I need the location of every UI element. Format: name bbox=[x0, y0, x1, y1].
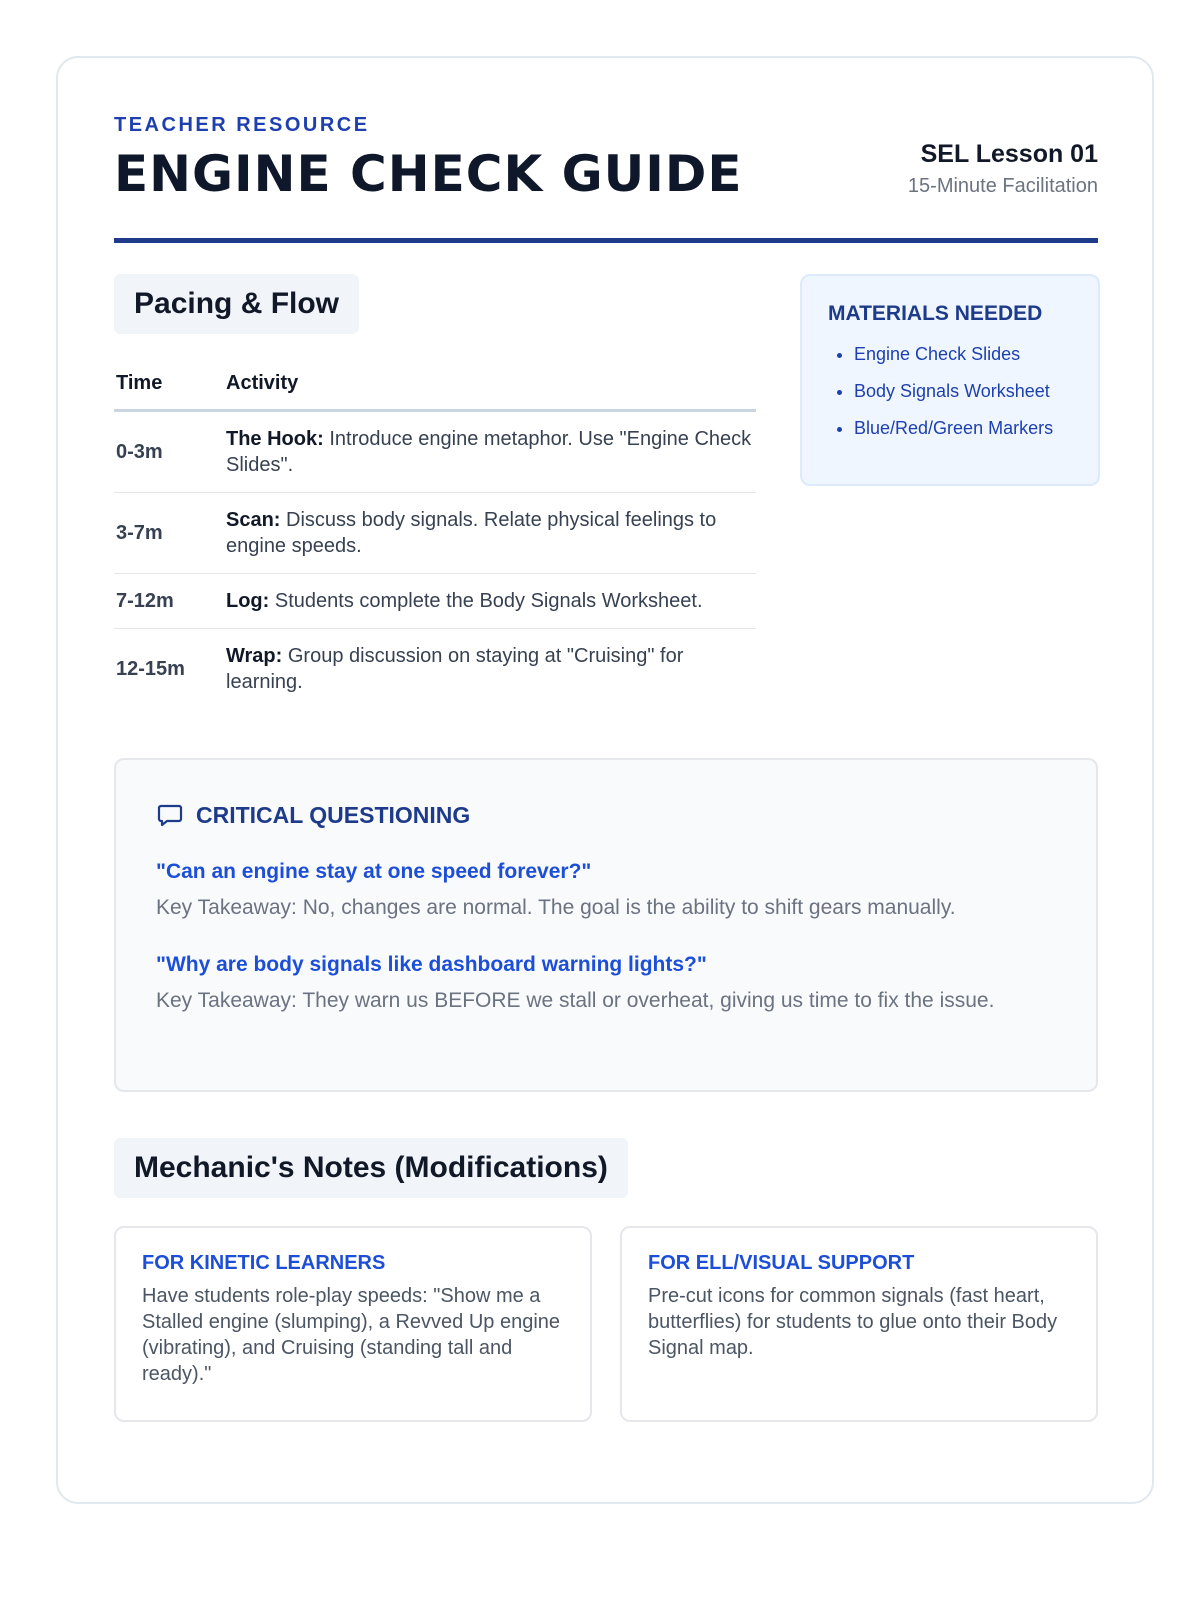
question-text: "Why are body signals like dashboard warning lights?" bbox=[156, 953, 707, 976]
row-time: 7-12m bbox=[114, 574, 224, 629]
list-item: • Blue/Red/Green Markers bbox=[854, 418, 1072, 439]
materials-box bbox=[800, 274, 1100, 486]
note-body: Have students role-play speeds: "Show me a Stalled engine (slumping), a Revved Up engine (vibrating), and Cruising (standing tall and ready)." bbox=[142, 1285, 561, 1385]
guide-content bbox=[114, 114, 1098, 1385]
note-title: FOR KINETIC LEARNERS bbox=[142, 1252, 386, 1274]
pacing-heading: Pacing & Flow bbox=[114, 274, 359, 334]
note-body: Pre-cut icons for common signals (fast heart, butterflies) for students to glue onto their Body Signal map. bbox=[648, 1285, 1058, 1359]
column-header-time: Time bbox=[114, 362, 224, 411]
activity-text: Introduce engine metaphor. Use "Engine Check Slides". bbox=[226, 428, 752, 476]
lesson-subtitle: 15-Minute Facilitation bbox=[907, 175, 1098, 197]
critical-heading: CRITICAL QUESTIONING bbox=[196, 801, 471, 828]
table-row bbox=[114, 629, 756, 710]
page-header bbox=[114, 114, 1098, 243]
column-header-activity: Activity bbox=[224, 362, 756, 411]
note-title: FOR ELL/VISUAL SUPPORT bbox=[648, 1252, 915, 1274]
notes-section bbox=[114, 1138, 1098, 1422]
table-row bbox=[114, 411, 756, 493]
activity-text: Group discussion on staying at "Cruising" for learning. bbox=[226, 645, 684, 693]
activity-text: Students complete the Body Signals Worksheet. bbox=[269, 590, 703, 612]
list-item: • Engine Check Slides bbox=[854, 344, 1072, 365]
activity-label: Log: bbox=[226, 590, 270, 612]
notes-heading: Mechanic's Notes (Modifications) bbox=[114, 1138, 628, 1198]
activity-text: Discuss body signals. Relate physical feelings to engine speeds. bbox=[226, 509, 717, 557]
activity-label: The Hook: bbox=[226, 428, 324, 450]
page-title: ENGINE CHECK GUIDE bbox=[114, 145, 743, 203]
row-activity bbox=[224, 574, 756, 629]
takeaway-text: Key Takeaway: No, changes are normal. The goal is the ability to shift gears manually. bbox=[156, 896, 956, 919]
list-item: • Body Signals Worksheet bbox=[854, 381, 1072, 402]
activity-label: Wrap: bbox=[226, 645, 283, 667]
lesson-title: SEL Lesson 01 bbox=[920, 140, 1098, 168]
row-activity bbox=[224, 493, 756, 574]
notes-grid bbox=[114, 1226, 1098, 1422]
activity-label: Scan: bbox=[226, 509, 281, 531]
materials-list bbox=[828, 344, 1072, 439]
row-time: 0-3m bbox=[114, 411, 224, 493]
note-card-kinetic bbox=[114, 1226, 592, 1422]
row-time: 12-15m bbox=[116, 658, 185, 680]
table-row bbox=[114, 574, 756, 629]
guide-card bbox=[56, 56, 1154, 1504]
note-card-ell bbox=[620, 1226, 1098, 1422]
table-header-row bbox=[114, 362, 756, 411]
question-text: "Can an engine stay at one speed forever?" bbox=[156, 860, 592, 883]
takeaway-text: Key Takeaway: They warn us BEFORE we stall or overheat, giving us time to fix the issue. bbox=[156, 989, 995, 1012]
critical-heading-row bbox=[156, 800, 1056, 830]
row-time: 3-7m bbox=[114, 493, 224, 574]
eyebrow-label: TEACHER RESOURCE bbox=[114, 114, 370, 136]
critical-questioning-box bbox=[114, 758, 1098, 1092]
lesson-info bbox=[908, 140, 1098, 198]
materials-heading: MATERIALS NEEDED bbox=[828, 302, 1043, 325]
pacing-section bbox=[114, 274, 756, 709]
table-row bbox=[114, 493, 756, 574]
row-activity bbox=[224, 411, 756, 493]
pacing-table bbox=[114, 362, 756, 709]
row-activity bbox=[224, 629, 756, 710]
chat-bubble-icon bbox=[156, 801, 184, 829]
